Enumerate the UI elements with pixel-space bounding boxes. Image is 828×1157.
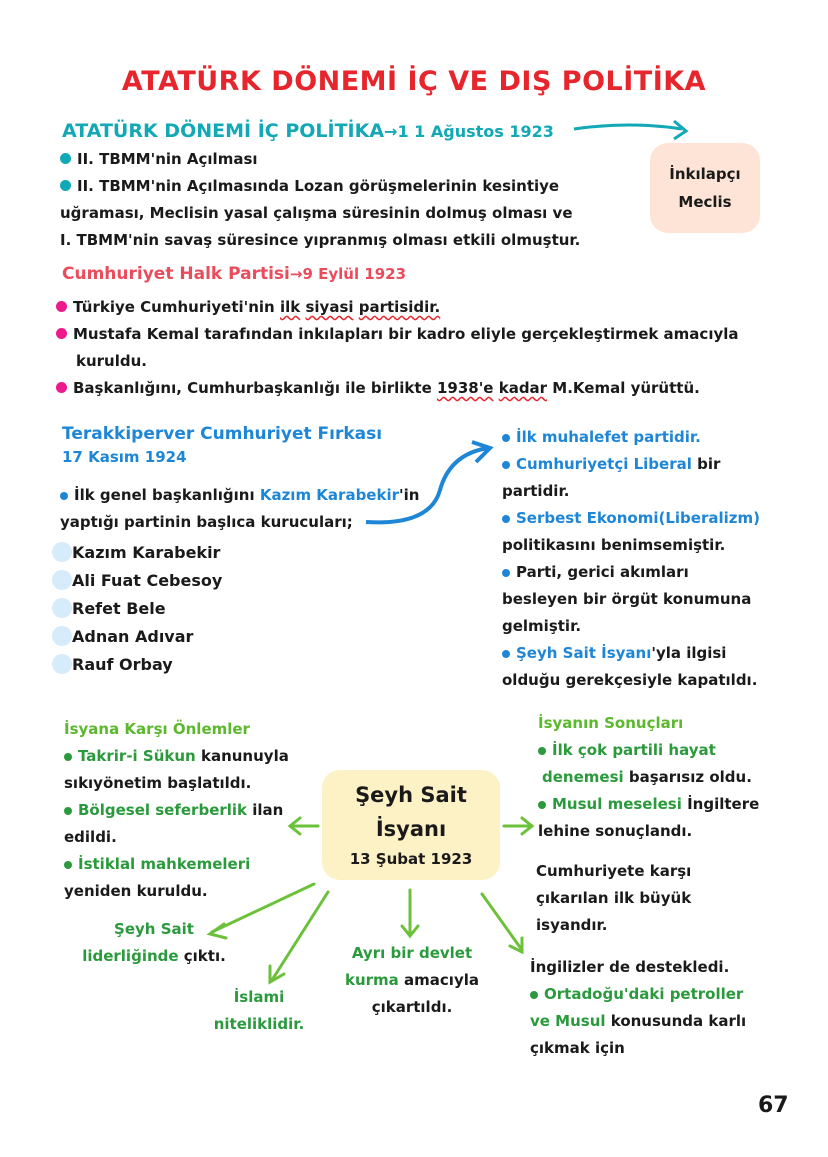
tcf-r5-post: 'yla ilgisi bbox=[651, 644, 727, 662]
seyh-box-date: 13 Şubat 1923 bbox=[349, 850, 473, 868]
onlem-3-bold: İstiklal mahkemeleri bbox=[78, 855, 251, 873]
founder-name: Rauf Orbay bbox=[72, 654, 173, 674]
onlem-2-post: ilan bbox=[247, 801, 284, 819]
ayri-line3: çıkartıldı. bbox=[371, 998, 453, 1016]
tcf-r5-line2: olduğu gerekçesiyle kapatıldı. bbox=[502, 671, 758, 689]
ing-bold1: Ortadoğu'daki petroller bbox=[544, 985, 744, 1003]
tcf-r4-line1: Parti, gerici akımları bbox=[516, 563, 689, 581]
sonuc-1-bold2: denemesi bbox=[542, 768, 624, 786]
lider-bold1: Şeyh Sait bbox=[114, 920, 194, 938]
onlem-3-line2: yeniden kuruldu. bbox=[64, 882, 208, 900]
islami-bold2: niteliklidir. bbox=[213, 1015, 305, 1033]
onlem-1-bold: Takrir-i Sükun bbox=[78, 747, 196, 765]
tcf-b1-post: 'in bbox=[399, 486, 420, 504]
karsi-line3: isyandır. bbox=[536, 916, 608, 934]
tcf-b1-text: İlk genel başkanlığını bbox=[74, 486, 260, 504]
ayri-post: amacıyla bbox=[398, 971, 479, 989]
seyh-box-line1: Şeyh Sait bbox=[355, 783, 467, 807]
ic-politika-title: ATATÜRK DÖNEMİ İÇ POLİTİKA bbox=[62, 120, 385, 142]
chp-date: →9 Eylül 1923 bbox=[289, 265, 407, 283]
sonuc-2-post: İngiltere bbox=[681, 795, 760, 813]
tcf-r2-line2: partidir. bbox=[502, 482, 570, 500]
onlem-2-line2: edildi. bbox=[64, 828, 117, 846]
founder-name: Refet Bele bbox=[72, 598, 166, 618]
ic-bullet-2-line2: uğraması, Meclisin yasal çalışma süresinin dolmuş olması ve bbox=[60, 204, 573, 222]
karsi-line1: Cumhuriyete karşı bbox=[536, 862, 692, 880]
meclis-box-line2: Meclis bbox=[678, 193, 732, 211]
sonuc-2-bold: Musul meselesi bbox=[552, 795, 682, 813]
page-title: ATATÜRK DÖNEMİ İÇ VE DIŞ POLİTİKA bbox=[121, 66, 707, 97]
ic-bullet-2-line1: II. TBMM'nin Açılmasında Lozan görüşmelerinin kesintiye bbox=[77, 177, 560, 195]
chp-b3-kadar: kadar bbox=[498, 379, 548, 397]
tcf-r3-line2: politikasını benimsemiştir. bbox=[502, 536, 726, 554]
ing-post: konusunda karlı bbox=[605, 1012, 747, 1030]
tcf-r4-line3: gelmiştir. bbox=[502, 617, 582, 635]
tcf-r2-post: bir bbox=[691, 455, 721, 473]
tcf-r4-line2: besleyen bir örgüt konumuna bbox=[502, 590, 752, 608]
page-number: 67 bbox=[758, 1093, 789, 1118]
ing-line3: çıkmak için bbox=[530, 1039, 625, 1057]
ing-bold2: ve Musul bbox=[530, 1012, 606, 1030]
sonuc-1-post: başarısız oldu. bbox=[623, 768, 752, 786]
ayri-bold1: Ayrı bir devlet bbox=[351, 944, 473, 962]
tcf-date: 17 Kasım 1924 bbox=[62, 448, 187, 466]
chp-b3-year: 1938'e bbox=[436, 379, 494, 397]
chp-title: Cumhuriyet Halk Partisi bbox=[62, 264, 290, 284]
ic-bullet-1: II. TBMM'nin Açılması bbox=[77, 150, 258, 168]
chp-b2-line1: Mustafa Kemal tarafından inkılapları bir kadro eliyle gerçekleştirmek amacıyla bbox=[73, 325, 739, 343]
chp-b1-partisidir: partisidir. bbox=[358, 298, 441, 316]
chp-b1-text: Türkiye Cumhuriyeti'nin bbox=[73, 298, 280, 316]
onlemler-heading: İsyana Karşı Önlemler bbox=[64, 720, 250, 738]
lider-post: çıktı. bbox=[178, 947, 226, 965]
chp-b2-line2: kuruldu. bbox=[76, 352, 147, 370]
tcf-b1-line2: yaptığı partinin başlıca kurucuları; bbox=[60, 513, 353, 531]
ic-bullet-2-line3: I. TBMM'nin savaş süresince yıpranmış olması etkili olmuştur. bbox=[60, 231, 581, 249]
chp-b1-siyasi: siyasi bbox=[305, 298, 354, 316]
tcf-r2-bold: Cumhuriyetçi Liberal bbox=[516, 455, 692, 473]
onlem-1-post: kanunuyla bbox=[195, 747, 289, 765]
sonuclar-heading: İsyanın Sonuçları bbox=[538, 714, 684, 732]
tcf-r1: İlk muhalefet partidir. bbox=[516, 428, 701, 446]
tcf-r5-bold: Şeyh Sait İsyanı bbox=[516, 644, 652, 662]
sonuc-1-bold: İlk çok partili hayat bbox=[552, 741, 716, 759]
ayri-bold2: kurma bbox=[345, 971, 399, 989]
chp-b1-ilk: ilk bbox=[279, 298, 301, 316]
tcf-b1-name: Kazım Karabekir bbox=[259, 486, 399, 504]
founder-name: Ali Fuat Cebesoy bbox=[72, 570, 223, 590]
founder-name: Adnan Adıvar bbox=[72, 626, 194, 646]
tcf-r3-bold: Serbest Ekonomi(Liberalizm) bbox=[516, 509, 760, 527]
lider-bold2: liderliğinde bbox=[82, 947, 179, 965]
karsi-line2: çıkarılan ilk büyük bbox=[536, 889, 692, 907]
seyh-box-line2: İsyanı bbox=[375, 817, 447, 841]
onlem-2-bold: Bölgesel seferberlik bbox=[78, 801, 248, 819]
tcf-title: Terakkiperver Cumhuriyet Fırkası bbox=[62, 424, 383, 444]
chp-b3-post: M.Kemal yürüttü. bbox=[547, 379, 700, 397]
ing-line1: İngilizler de destekledi. bbox=[530, 958, 730, 976]
onlem-1-line2: sıkıyönetim başlatıldı. bbox=[64, 774, 252, 792]
founder-name: Kazım Karabekir bbox=[72, 542, 221, 562]
sonuc-2-line2: lehine sonuçlandı. bbox=[538, 822, 693, 840]
ic-politika-date: →1 1 Ağustos 1923 bbox=[384, 122, 554, 141]
chp-b3-text: Başkanlığını, Cumhurbaşkanlığı ile birlikte bbox=[73, 379, 437, 397]
meclis-box-line1: İnkılapçı bbox=[669, 165, 741, 183]
islami-bold1: İslami bbox=[233, 988, 285, 1006]
